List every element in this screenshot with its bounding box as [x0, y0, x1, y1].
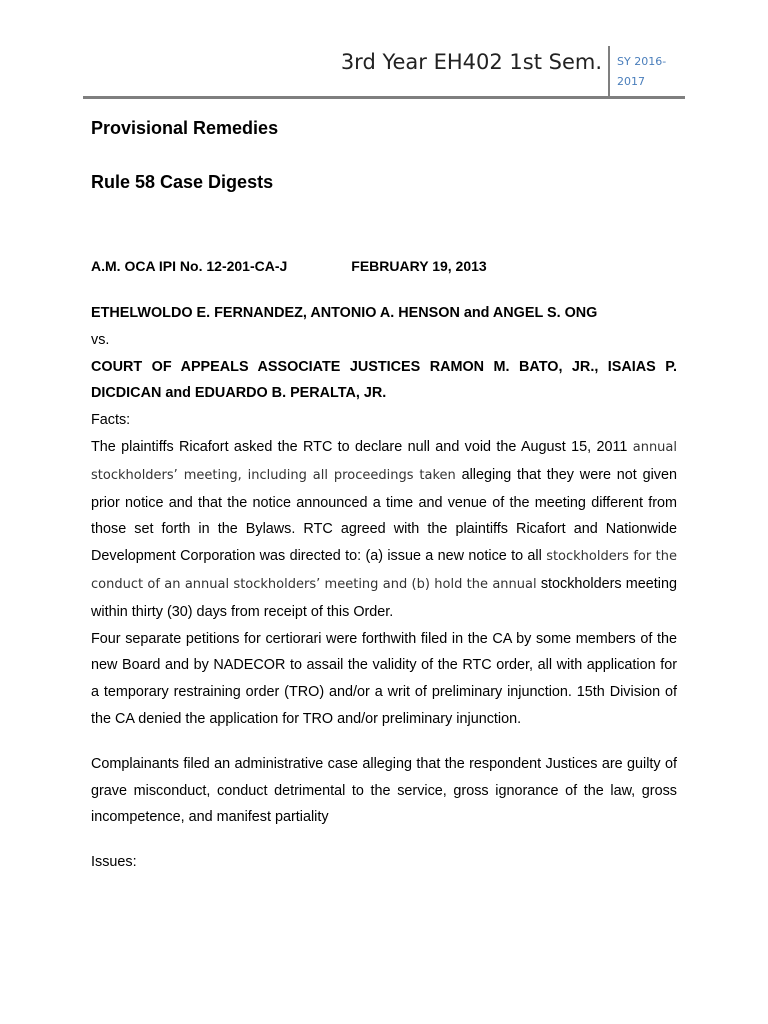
heading-case-digests: Rule 58 Case Digests [91, 172, 274, 192]
header-divider [608, 46, 610, 98]
case-number: A.M. OCA IPI No. 12-201-CA-J [91, 258, 288, 274]
school-year-line-1: SY 2016- [617, 55, 667, 68]
facts-p1-part-a: The plaintiffs Ricafort asked the RTC to declare null and void the August 15, 2011 [91, 438, 628, 455]
facts-paragraph-1 [91, 434, 677, 626]
facts-paragraph-3: Complainants filed an administrative case alleging that the respondent Justices are guilty of grave misconduct, conduct detrimental to the service, gross ignorance of the law, gross incompetence, and manifest partiality [91, 755, 677, 826]
document-body [91, 116, 677, 876]
facts-p1-part-b: annual stockholders’ meeting, including all proceedings taken [91, 439, 677, 483]
case-date: FEBRUARY 19, 2013 [351, 258, 487, 274]
header-rule [83, 96, 685, 99]
header-school-year [617, 52, 677, 92]
facts-p1-part-c: alleging that they were not given prior notice and that the notice announced a time and venue of the meeting different from those set forth in the Bylaws. RTC agreed with the plaintiffs Ricafort and Nationwide Development Corporation was directed to: (a) issue a new notice to all [91, 466, 678, 565]
versus: vs. [91, 331, 110, 348]
respondents: COURT OF APPEALS ASSOCIATE JUSTICES RAMON M. BATO, JR., ISAIAS P. DICDICAN and EDUARDO B. PERALTA, JR. [91, 358, 677, 402]
facts-paragraph-2: Four separate petitions for certiorari were forthwith filed in the CA by some members of the new Board and by NADECOR to assail the validity of the RTC order, all with application for a temporary restraining order (TRO) and/or a writ of preliminary injunction. 15th Division of the CA denied the application for TRO and/or preliminary injunction. [91, 630, 677, 727]
header-title: 3rd Year EH402 1st Sem. [340, 50, 602, 74]
petitioners: ETHELWOLDO E. FERNANDEZ, ANTONIO A. HENSON and ANGEL S. ONG [91, 305, 598, 321]
facts-p1-part-d: stockholders for the conduct of an annual stockholders’ meeting and (b) hold the annual [91, 549, 678, 592]
issues-label: Issues: [91, 854, 137, 871]
case-citation [91, 256, 677, 276]
school-year-line-2: 2017 [617, 75, 645, 88]
facts-p1-part-e: stockholders meeting within thirty (30) days from receipt of this Order. [91, 575, 677, 620]
facts-label: Facts: [91, 412, 131, 429]
heading-provisional-remedies: Provisional Remedies [91, 118, 279, 138]
